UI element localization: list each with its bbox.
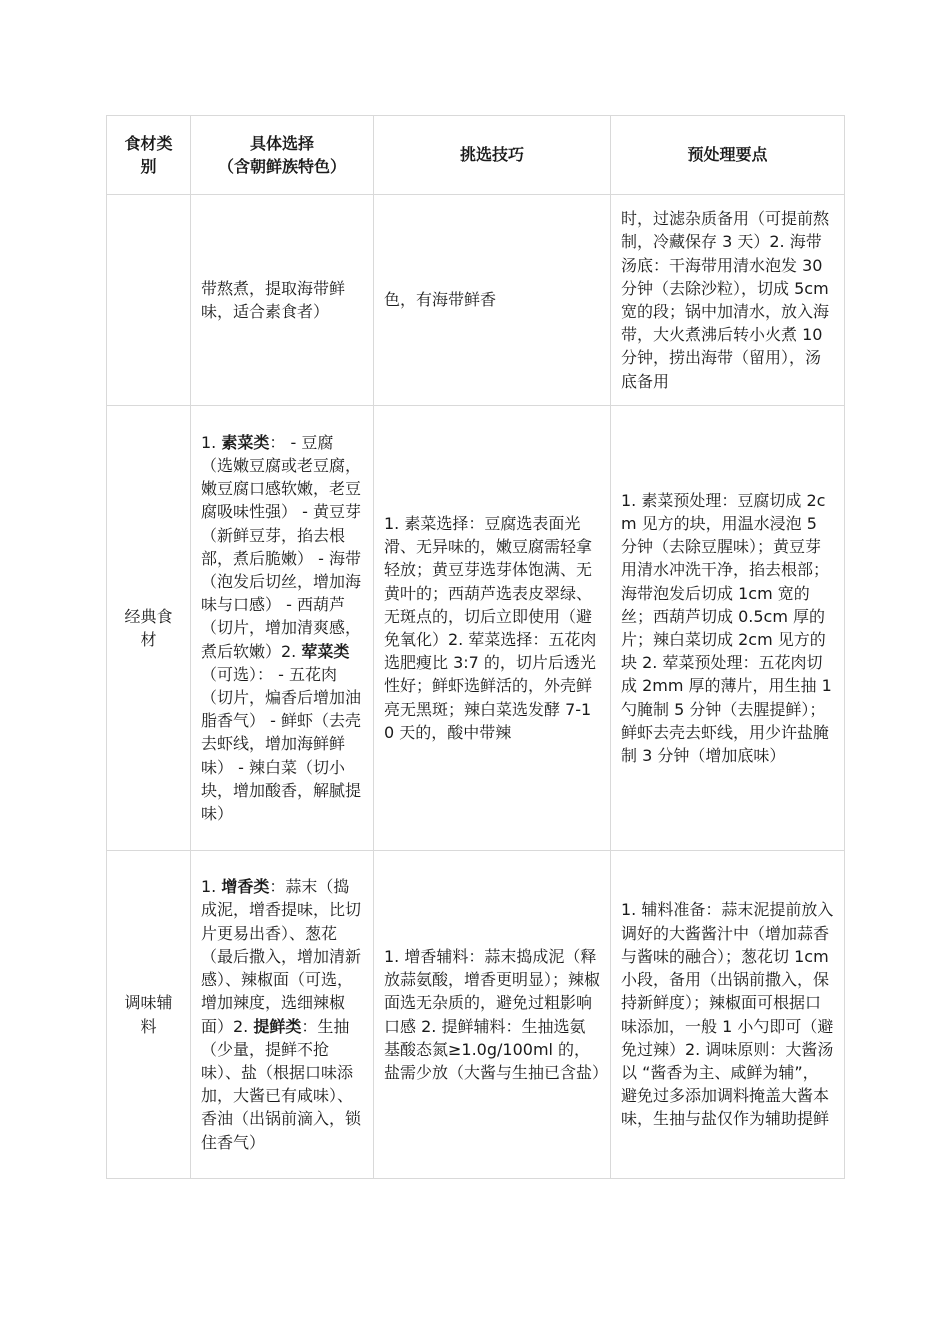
header-selection-line2: （含朝鲜族特色）	[217, 157, 346, 176]
selection-bold-label: 荤菜类	[301, 641, 350, 661]
table-row-continued	[107, 195, 845, 406]
selection-bold-label: 素菜类	[221, 432, 270, 452]
header-tips: 挑选技巧	[374, 116, 611, 195]
table-header-row	[107, 116, 845, 195]
selection-text: ：蒜末（捣成泥，增香提味，比切片更易出香）、葱花（最后撒入，增加清新感）、辣椒面（可选，增加辣度，选细辣椒面）2.	[201, 877, 362, 1036]
selection-text: 1.	[201, 877, 222, 897]
selection-text: 1.	[201, 432, 222, 452]
category-cell: 经典食材	[107, 406, 191, 851]
selection-cell: 带熬煮，提取海带鲜味，适合素食者）	[191, 195, 374, 406]
selection-text: （可选）： - 五花肉（切片，煸香后增加油脂香气） - 鲜虾（去壳去虾线，增加海鲜鲜味） - 辣白菜（切小块，增加酸香，解腻提味）	[201, 664, 362, 824]
selection-bold-label: 增香类	[221, 877, 270, 897]
table-row-seasoning	[107, 851, 845, 1179]
prep-cell: 时，过滤杂质备用（可提前熬制，冷藏保存 3 天）2. 海带汤底：干海带用清水泡发 30 分钟（去除沙粒），切成 5cm 宽的段；锅中加清水，放入海带，大火煮沸后转小火煮 10 分钟，捞出海带（留用），汤底备用	[611, 195, 845, 406]
category-cell: 调味辅料	[107, 851, 191, 1179]
header-selection-line1: 具体选择	[249, 133, 314, 153]
header-category: 食材类别	[107, 116, 191, 195]
prep-cell: 1. 辅料准备：蒜末泥提前放入调好的大酱酱汁中（增加蒜香与酱味的融合）；葱花切 1cm 小段，备用（出锅前撒入，保持新鲜度）；辣椒面可根据口味添加，一般 1 小勺即可（避免过辣）2. 调味原则：大酱汤以 “酱香为主、咸鲜为辅”，避免过多添加调料掩盖大酱本味，生抽与盐仅作为辅助提鲜	[611, 851, 845, 1179]
selection-text: ： - 豆腐（选嫩豆腐或老豆腐，嫩豆腐口感软嫩，老豆腐吸味性强） - 黄豆芽（新鲜豆芽，掐去根部，煮后脆嫩） - 海带（泡发后切丝，增加海味与口感） - 西葫芦（切片，增加清爽感，煮后软嫩）2.	[201, 432, 362, 661]
prep-cell: 1. 素菜预处理：豆腐切成 2cm 见方的块，用温水浸泡 5 分钟（去除豆腥味）；黄豆芽用清水冲洗干净，掐去根部；海带泡发后切成 1cm 宽的丝；西葫芦切成 0.5cm 厚的片；辣白菜切成 2cm 见方的块 2. 荤菜预处理：五花肉切成 2mm 厚的薄片，用生抽 1 勺腌制 5 分钟（去腥提鲜）；鲜虾去壳去虾线，用少许盐腌制 3 分钟（增加底味）	[611, 406, 845, 851]
header-prep: 预处理要点	[611, 116, 845, 195]
selection-bold-label: 提鲜类	[253, 1016, 302, 1036]
selection-cell	[191, 406, 374, 851]
tips-cell: 色，有海带鲜香	[374, 195, 611, 406]
selection-text: ：生抽（少量，提鲜不抢味）、盐（根据口味添加，大酱已有咸味）、香油（出锅前滴入，锁住香气）	[201, 1016, 362, 1152]
ingredient-table	[106, 115, 845, 1179]
category-cell	[107, 195, 191, 406]
header-selection	[191, 116, 374, 195]
tips-cell: 1. 素菜选择：豆腐选表面光滑、无异味的，嫩豆腐需轻拿轻放；黄豆芽选芽体饱满、无黄叶的；西葫芦选表皮翠绿、无斑点的，切后立即使用（避免氧化）2. 荤菜选择：五花肉选肥瘦比 3:7 的，切片后透光性好；鲜虾选鲜活的，外壳鲜亮无黑斑；辣白菜选发酵 7-10 天的，酸中带辣	[374, 406, 611, 851]
tips-cell: 1. 增香辅料：蒜末捣成泥（释放蒜氨酸，增香更明显）；辣椒面选无杂质的，避免过粗影响口感 2. 提鲜辅料：生抽选氨基酸态氮≥1.0g/100ml 的，盐需少放（大酱与生抽已含盐）	[374, 851, 611, 1179]
table-row-classic	[107, 406, 845, 851]
selection-cell	[191, 851, 374, 1179]
